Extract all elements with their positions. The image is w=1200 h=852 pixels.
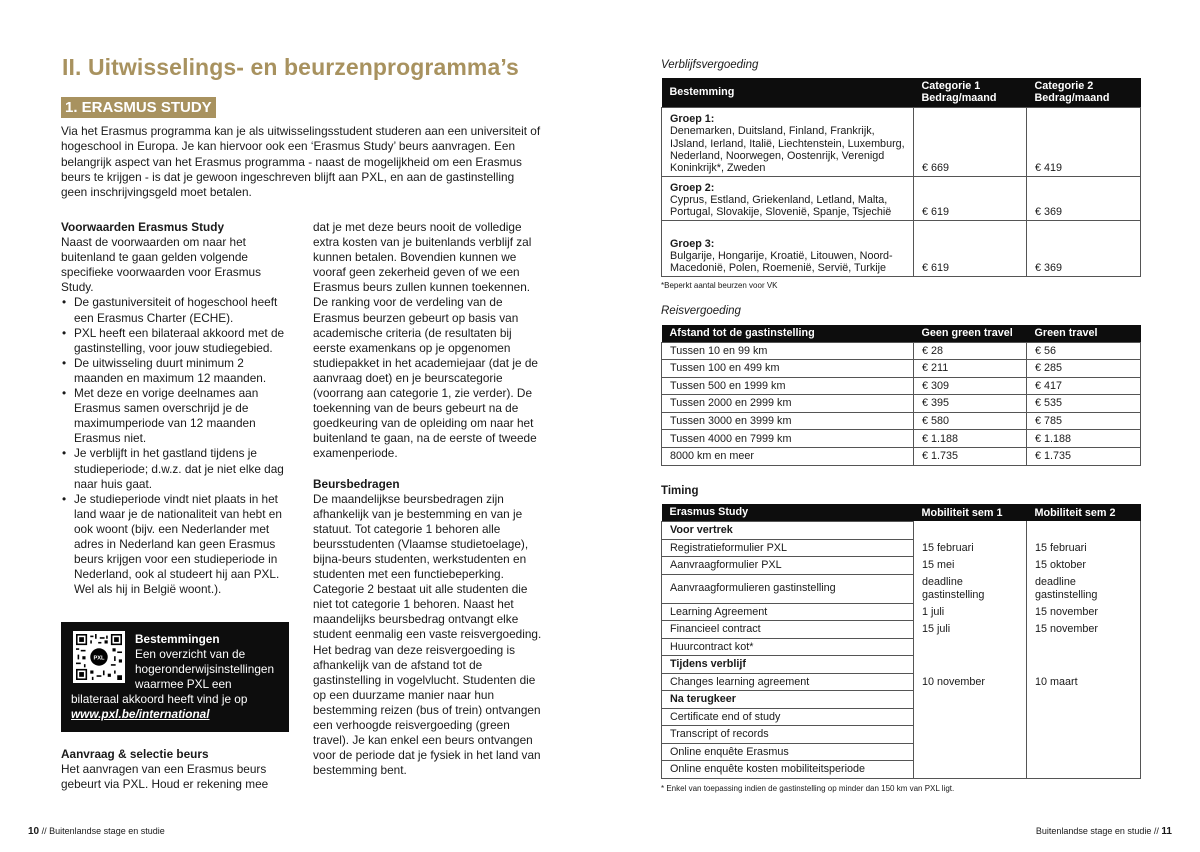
table-cell: Huurcontract kot* <box>662 638 914 656</box>
table-row <box>662 412 1141 430</box>
right-page <box>600 0 1200 852</box>
table-cell <box>1027 656 1141 674</box>
table-cell: € 309 <box>914 377 1027 395</box>
table-row <box>662 360 1141 378</box>
table-cell: Tussen 2000 en 2999 km <box>662 395 914 413</box>
timing-note: * Enkel van toepassing indien de gastinstelling op minder dan 150 km van PXL ligt. <box>661 784 955 793</box>
table-cell: € 369 <box>1027 220 1141 276</box>
table-cell: Learning Agreement <box>662 603 914 621</box>
table-cell: Tijdens verblijf <box>662 656 914 674</box>
table-row <box>662 574 1141 603</box>
table-cell: deadline gastinstelling <box>914 574 1027 603</box>
destinations-box <box>61 622 289 732</box>
table-cell: Aanvraagformulier PXL <box>662 557 914 575</box>
table-cell: Changes learning agreement <box>662 673 914 691</box>
table-row <box>662 448 1141 466</box>
list-item: • PXL heeft een bilateraal akkoord met de gastinstelling, voor jouw studiegebied. <box>61 326 286 356</box>
table-cell: 15 oktober <box>1027 557 1141 575</box>
table-header: Green travel <box>1027 325 1141 342</box>
table-cell: Online enquête kosten mobiliteitsperiode <box>662 761 914 779</box>
table-row <box>662 603 1141 621</box>
table-cell <box>662 220 914 276</box>
table-cell: 8000 km en meer <box>662 448 914 466</box>
table-row <box>662 107 1141 176</box>
table-header: Afstand tot de gastinstelling <box>662 325 914 342</box>
table-cell: € 619 <box>914 220 1027 276</box>
section-title: II. Uitwisselings- en beurzenprogramma’s <box>62 54 519 80</box>
reis-caption: Reisvergoeding <box>661 305 741 317</box>
verblijf-table <box>661 78 1141 277</box>
table-header: Categorie 1 Bedrag/maand <box>914 78 1027 107</box>
table-cell: Tussen 3000 en 3999 km <box>662 412 914 430</box>
list-item: • De uitwisseling duurt minimum 2 maanden en maximum 12 maanden. <box>61 356 286 386</box>
table-cell: € 1.735 <box>914 448 1027 466</box>
sub-title: 1. ERASMUS STUDY <box>61 97 216 118</box>
aanvraag-section <box>61 747 286 792</box>
aanvraag-heading: Aanvraag & selectie beurs <box>61 747 209 761</box>
table-cell: € 419 <box>1027 107 1141 176</box>
table-cell: € 395 <box>914 395 1027 413</box>
table-cell: 15 juli <box>914 621 1027 639</box>
list-item: • De gastuniversiteit of hogeschool heeft een Erasmus Charter (ECHE). <box>61 295 286 325</box>
table-cell: 15 november <box>1027 621 1141 639</box>
group-label: Groep 3: <box>670 237 715 250</box>
table-cell: Voor vertrek <box>662 521 914 539</box>
table-header: Bestemming <box>662 78 914 107</box>
country-list: Bulgarije, Hongarije, Kroatië, Litouwen, Noord-Macedonië, Polen, Roemenië, Servië, Turkije <box>670 249 893 275</box>
table-row <box>662 656 1141 674</box>
table-cell: € 285 <box>1027 360 1141 378</box>
table-cell <box>662 107 914 176</box>
group-label: Groep 2: <box>670 181 715 194</box>
table-cell: Aanvraagformulieren gastinstelling <box>662 574 914 603</box>
table-cell <box>662 176 914 220</box>
country-list: Cyprus, Estland, Griekenland, Letland, Malta, Portugal, Slovakije, Slovenië, Spanje, Tsjechië <box>670 193 892 219</box>
table-cell <box>914 708 1027 726</box>
table-row <box>662 673 1141 691</box>
column-left <box>61 220 286 597</box>
col2-text: dat je met deze beurs nooit de volledige extra kosten van je buitenlands verblijf zal kunnen betalen. Bovendien kunnen we vooraf geen zekerheid geven of we een Erasmus beurs zullen kunnen toekennen. De ranking voor de verdeling van de Erasmus beurzen gebeurt op basis van academische criteria (de resultaten bij eerste examenkans op je opgenomen studiepakket in het academiejaar (dat je de aanvraag doet) en je beurscategorie (voorrang aan categorie 1, zie verder). De toekenning van de beurs gebeurt na de goedkeuring van de opleiding om naar het buitenland te gaan, na de eerste of tweede examenperiode. <box>313 220 538 461</box>
table-cell <box>1027 691 1141 709</box>
footer-right <box>1036 826 1172 837</box>
table-row <box>662 539 1141 557</box>
table-cell: € 56 <box>1027 342 1141 360</box>
table-row <box>662 176 1141 220</box>
country-list: Denemarken, Duitsland, Finland, Frankrijk, IJsland, Ierland, Italië, Liechtenstein, Luxemburg, Nederland, Noorwegen, Oostenrijk, Verenigd Koninkrijk*, Zweden <box>670 125 905 175</box>
table-cell: Registratieformulier PXL <box>662 539 914 557</box>
table-row <box>662 220 1141 276</box>
table-cell <box>1027 638 1141 656</box>
table-header-row <box>662 325 1141 342</box>
table-cell: Tussen 10 en 99 km <box>662 342 914 360</box>
destinations-title: Bestemmingen <box>135 632 220 646</box>
table-cell: Transcript of records <box>662 726 914 744</box>
table-cell: Online enquête Erasmus <box>662 743 914 761</box>
table-cell: Financieel contract <box>662 621 914 639</box>
table-cell: € 369 <box>1027 176 1141 220</box>
qr-logo-text: PXL <box>93 655 105 662</box>
list-item: • Je studieperiode vindt niet plaats in het land waar je de nationaliteit van hebt en ook woont (bijv. een Nederlander met adres in Nederland kan geen Erasmus beurs krijgen voor een studieperiode in Nederland, ook al studeert hij aan PXL. Wel als hij in België woont.). <box>61 492 286 598</box>
timing-table <box>661 504 1141 779</box>
footer-text: Buitenlandse stage en studie // <box>1035 826 1159 836</box>
qr-code-graphic <box>76 634 122 680</box>
table-row <box>662 521 1141 539</box>
table-cell <box>1027 726 1141 744</box>
table-cell: 15 mei <box>914 557 1027 575</box>
table-cell: Certificate end of study <box>662 708 914 726</box>
table-cell <box>1027 743 1141 761</box>
timing-caption: Timing <box>661 485 699 497</box>
list-item: • Met deze en vorige deelnames aan Erasmus samen overschrijd je de maximumperiode van 12 maanden Erasmus niet. <box>61 386 286 446</box>
table-row <box>662 708 1141 726</box>
destinations-text: Een overzicht van de hogeronderwijsinstellingen waarmee PXL een <box>135 647 275 691</box>
destinations-text-continued: bilateraal akkoord heeft vind je op <box>71 692 248 706</box>
table-cell <box>1027 708 1141 726</box>
table-row <box>662 691 1141 709</box>
table-cell: € 669 <box>914 107 1027 176</box>
footer-left <box>28 826 165 837</box>
table-cell: Tussen 100 en 499 km <box>662 360 914 378</box>
voorwaarden-text: Naast de voorwaarden om naar het buitenland te gaan gelden volgende specifieke voorwaarden voor Erasmus Study. <box>61 235 261 295</box>
table-cell <box>914 521 1027 539</box>
table-cell <box>1027 521 1141 539</box>
table-cell <box>914 743 1027 761</box>
table-cell: 15 november <box>1027 603 1141 621</box>
verblijf-caption: Verblijfsvergoeding <box>661 59 759 71</box>
table-row <box>662 761 1141 779</box>
table-header-row <box>662 504 1141 521</box>
table-cell: 10 november <box>914 673 1027 691</box>
table-cell: Tussen 500 en 1999 km <box>662 377 914 395</box>
international-link[interactable]: www.pxl.be/international <box>71 707 210 721</box>
qr-code-icon[interactable] <box>73 631 125 683</box>
beursbedragen-text: De maandelijkse beursbedragen zijn afhankelijk van je bestemming en van je statuut. Tot categorie 1 behoren alle beursstudenten (Vlaamse studietoelage), bijna-beurs studenten, werkstudenten en studenten met een functiebeperking. Categorie 2 bestaat uit alle studenten die niet tot categorie 1 behoren. Naast het maandelijks beursbedrag ontvangt elke student eenmalig een vaste reisvergoeding. Het bedrag van deze reisvergoeding is afhankelijk van de afstand tot de gastinstelling in vogelvlucht. Studenten die op een duurzame manier naar hun bestemming reizen (bus of trein) ontvangen een verhoogde reisvergoeding (green travel). Je kan enkel een beurs ontvangen voor de periode dat je fysiek in het land van bestemming bent. <box>313 491 542 778</box>
footer-text: // Buitenlandse stage en studie <box>41 826 165 836</box>
table-cell <box>914 691 1027 709</box>
table-row <box>662 726 1141 744</box>
page-number: 11 <box>1161 826 1172 837</box>
table-header-row <box>662 78 1141 107</box>
table-cell: € 1.735 <box>1027 448 1141 466</box>
table-cell: € 785 <box>1027 412 1141 430</box>
table-cell: € 417 <box>1027 377 1141 395</box>
table-header: Mobiliteit sem 2 <box>1027 504 1141 521</box>
table-cell: € 619 <box>914 176 1027 220</box>
table-row <box>662 377 1141 395</box>
table-cell: € 580 <box>914 412 1027 430</box>
table-cell: € 211 <box>914 360 1027 378</box>
list-item: • Je verblijft in het gastland tijdens je studieperiode; d.w.z. dat je niet elke dag naar huis gaat. <box>61 446 286 491</box>
group-label: Groep 1: <box>670 113 715 126</box>
table-cell: 10 maart <box>1027 673 1141 691</box>
table-cell: deadline gastinstelling <box>1027 574 1141 603</box>
voorwaarden-heading: Voorwaarden Erasmus Study <box>61 220 225 234</box>
page-number: 10 <box>28 826 40 837</box>
verblijf-note: *Beperkt aantal beurzen voor VK <box>661 281 778 290</box>
table-row <box>662 395 1141 413</box>
table-row <box>662 557 1141 575</box>
table-cell <box>1027 761 1141 779</box>
table-cell <box>914 761 1027 779</box>
table-cell: 15 februari <box>1027 539 1141 557</box>
beursbedragen-heading: Beursbedragen <box>313 476 400 491</box>
table-cell: € 1.188 <box>1027 430 1141 448</box>
table-header: Erasmus Study <box>662 504 914 521</box>
table-row <box>662 743 1141 761</box>
column-right <box>313 220 543 778</box>
table-cell: 15 februari <box>914 539 1027 557</box>
voorwaarden-list <box>61 295 286 597</box>
table-cell: Tussen 4000 en 7999 km <box>662 430 914 448</box>
table-cell: € 535 <box>1027 395 1141 413</box>
table-cell <box>914 656 1027 674</box>
table-header: Geen green travel <box>914 325 1027 342</box>
table-header: Categorie 2 Bedrag/maand <box>1027 78 1141 107</box>
table-row <box>662 638 1141 656</box>
table-row <box>662 621 1141 639</box>
table-cell: € 28 <box>914 342 1027 360</box>
table-cell: € 1.188 <box>914 430 1027 448</box>
table-cell <box>914 726 1027 744</box>
table-header: Mobiliteit sem 1 <box>914 504 1027 521</box>
table-row <box>662 430 1141 448</box>
aanvraag-text: Het aanvragen van een Erasmus beurs gebeurt via PXL. Houd er rekening mee <box>61 762 269 792</box>
reis-table <box>661 325 1141 466</box>
table-row <box>662 342 1141 360</box>
table-cell <box>914 638 1027 656</box>
table-cell: Na terugkeer <box>662 691 914 709</box>
table-cell: 1 juli <box>914 603 1027 621</box>
intro-paragraph: Via het Erasmus programma kan je als uitwisselingsstudent studeren aan een universiteit of hogeschool in Europa. Je kan hiervoor ook een ‘Erasmus Study’ beurs aanvragen. Een belangrijk aspect van het Erasmus programma - naast de mogelijkheid om een Erasmus beurs te krijgen - is dat je gewoon ingeschreven blijft aan PXL, en aan de gastinstelling geen inschrijvingsgeld moet betalen. <box>61 124 541 200</box>
